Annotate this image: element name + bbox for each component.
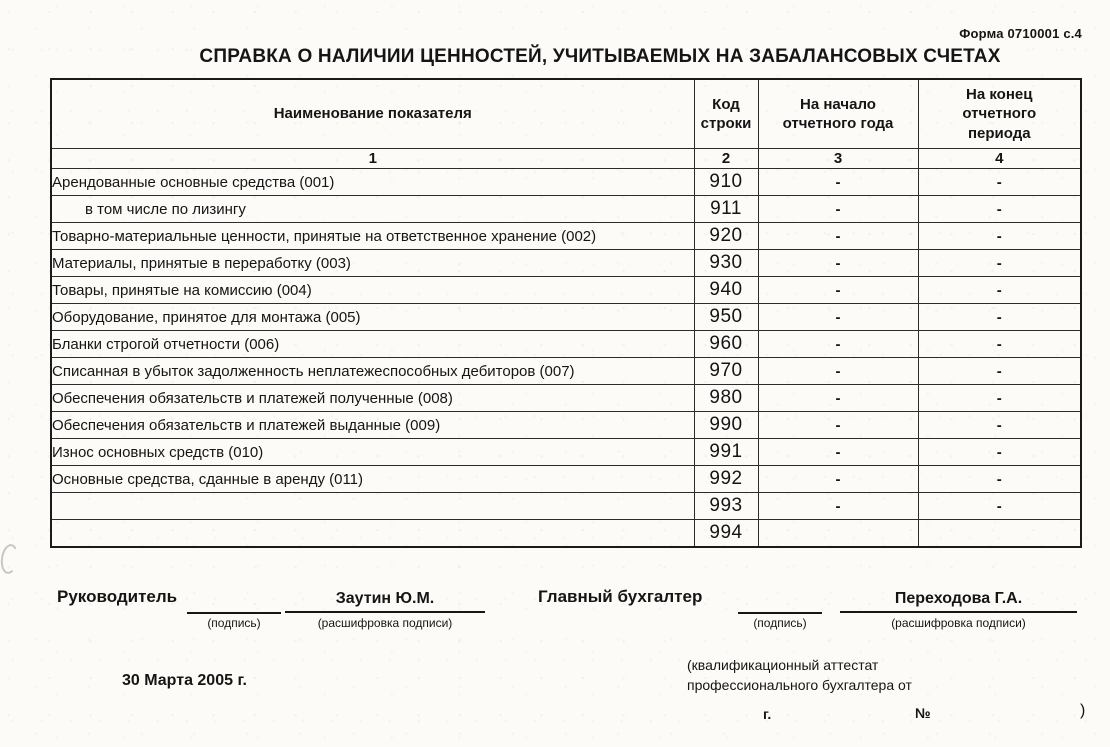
row-end-value-cell (918, 520, 1081, 548)
table-row (51, 493, 1081, 520)
row-start-value-cell (758, 520, 918, 548)
row-start-value-cell: - (758, 196, 918, 223)
row-start-value-cell: - (758, 412, 918, 439)
row-name-cell: в том числе по лизингу (51, 196, 694, 223)
row-end-value-cell: - (918, 439, 1081, 466)
row-start-value-cell: - (758, 466, 918, 493)
director-signature-caption: (подпись) (207, 616, 261, 630)
row-end-value-cell: - (918, 250, 1081, 277)
row-name-cell: Износ основных средств (010) (51, 439, 694, 466)
row-end-value-cell: - (918, 331, 1081, 358)
table-body (51, 169, 1081, 548)
director-signature-line (187, 592, 281, 614)
row-end-value-cell: - (918, 223, 1081, 250)
director-name: Заутин Ю.М. (285, 590, 485, 613)
table-row (51, 196, 1081, 223)
row-code-cell: 991 (694, 439, 758, 466)
row-start-value-cell: - (758, 358, 918, 385)
table-row (51, 385, 1081, 412)
row-code-cell: 910 (694, 169, 758, 196)
table-row (51, 466, 1081, 493)
row-end-value-cell: - (918, 277, 1081, 304)
row-name-cell: Основные средства, сданные в аренду (011) (51, 466, 694, 493)
chief-accountant-label: Главный бухгалтер (538, 587, 703, 606)
chief-accountant-transcript-caption: (расшифровка подписи) (891, 616, 1026, 630)
off-balance-table (50, 78, 1082, 548)
row-name-cell: Бланки строгой отчетности (006) (51, 331, 694, 358)
table-row (51, 412, 1081, 439)
col-header-end (918, 79, 1081, 149)
col-header-end-label: На конец отчетного периода (962, 86, 1037, 142)
row-start-value-cell: - (758, 304, 918, 331)
row-end-value-cell: - (918, 304, 1081, 331)
row-code-cell: 992 (694, 466, 758, 493)
col-number-2: 2 (694, 149, 758, 169)
table-row (51, 277, 1081, 304)
row-name-cell (51, 520, 694, 548)
row-code-cell: 930 (694, 250, 758, 277)
row-start-value-cell: - (758, 439, 918, 466)
col-header-start-label: На начало отчетного года (782, 95, 894, 132)
row-end-value-cell: - (918, 466, 1081, 493)
table-row (51, 250, 1081, 277)
table-row (51, 331, 1081, 358)
table-row (51, 169, 1081, 196)
row-code-cell: 980 (694, 385, 758, 412)
row-start-value-cell: - (758, 277, 918, 304)
table-row (51, 358, 1081, 385)
row-name-cell (51, 493, 694, 520)
row-name-cell: Товарно-материальные ценности, принятые на ответственное хранение (002) (51, 223, 694, 250)
row-code-cell: 990 (694, 412, 758, 439)
attestation-number-sign: № (915, 705, 931, 721)
director-label: Руководитель (57, 587, 178, 606)
attestation-line-2: профессионального бухгалтера от (687, 677, 912, 694)
row-start-value-cell: - (758, 385, 918, 412)
director-transcript-caption: (расшифровка подписи) (317, 616, 453, 630)
row-name-cell: Оборудование, принятое для монтажа (005) (51, 304, 694, 331)
row-code-cell: 970 (694, 358, 758, 385)
row-code-cell: 920 (694, 223, 758, 250)
document-date: 30 Марта 2005 г. (122, 672, 247, 689)
row-start-value-cell: - (758, 493, 918, 520)
row-name-cell: Списанная в убыток задолженность неплатежеспособных дебиторов (007) (51, 358, 694, 385)
chief-accountant-name: Переходова Г.А. (840, 590, 1077, 613)
row-start-value-cell: - (758, 250, 918, 277)
row-code-cell: 993 (694, 493, 758, 520)
scan-artifact (0, 543, 20, 575)
col-header-code-label: Код строки (700, 95, 752, 132)
attestation-year-suffix: г. (763, 706, 772, 722)
attestation-closing-paren: ) (1080, 702, 1086, 719)
col-header-start (758, 79, 918, 149)
row-code-cell: 940 (694, 277, 758, 304)
column-number-row (51, 149, 1081, 169)
page-title: СПРАВКА О НАЛИЧИИ ЦЕННОСТЕЙ, УЧИТЫВАЕМЫХ НА ЗАБАЛАНСОВЫХ СЧЕТАХ (199, 46, 1001, 67)
table-row (51, 223, 1081, 250)
row-name-cell: Материалы, принятые в переработку (003) (51, 250, 694, 277)
row-code-cell: 950 (694, 304, 758, 331)
row-end-value-cell: - (918, 412, 1081, 439)
row-end-value-cell: - (918, 196, 1081, 223)
col-header-code (694, 79, 758, 149)
chief-accountant-signature-caption: (подпись) (753, 616, 807, 630)
row-code-cell: 960 (694, 331, 758, 358)
row-end-value-cell: - (918, 169, 1081, 196)
row-code-cell: 911 (694, 196, 758, 223)
chief-accountant-signature-line (738, 592, 822, 614)
row-name-cell: Обеспечения обязательств и платежей полученные (008) (51, 385, 694, 412)
col-number-3: 3 (758, 149, 918, 169)
table-row (51, 520, 1081, 548)
row-code-cell: 994 (694, 520, 758, 548)
table-header (51, 79, 1081, 169)
row-end-value-cell: - (918, 493, 1081, 520)
row-end-value-cell: - (918, 385, 1081, 412)
row-start-value-cell: - (758, 223, 918, 250)
table-row (51, 439, 1081, 466)
col-number-4: 4 (918, 149, 1081, 169)
form-reference: Форма 0710001 с.4 (959, 26, 1082, 41)
attestation-line-1: (квалификационный аттестат (687, 657, 879, 673)
col-header-name: Наименование показателя (51, 79, 694, 149)
row-start-value-cell: - (758, 169, 918, 196)
col-number-1: 1 (51, 149, 694, 169)
row-name-cell: Обеспечения обязательств и платежей выданные (009) (51, 412, 694, 439)
row-start-value-cell: - (758, 331, 918, 358)
attestation-note (687, 655, 912, 696)
table-row (51, 304, 1081, 331)
header-row (51, 79, 1081, 149)
row-name-cell: Товары, принятые на комиссию (004) (51, 277, 694, 304)
row-end-value-cell: - (918, 358, 1081, 385)
row-name-cell: Арендованные основные средства (001) (51, 169, 694, 196)
